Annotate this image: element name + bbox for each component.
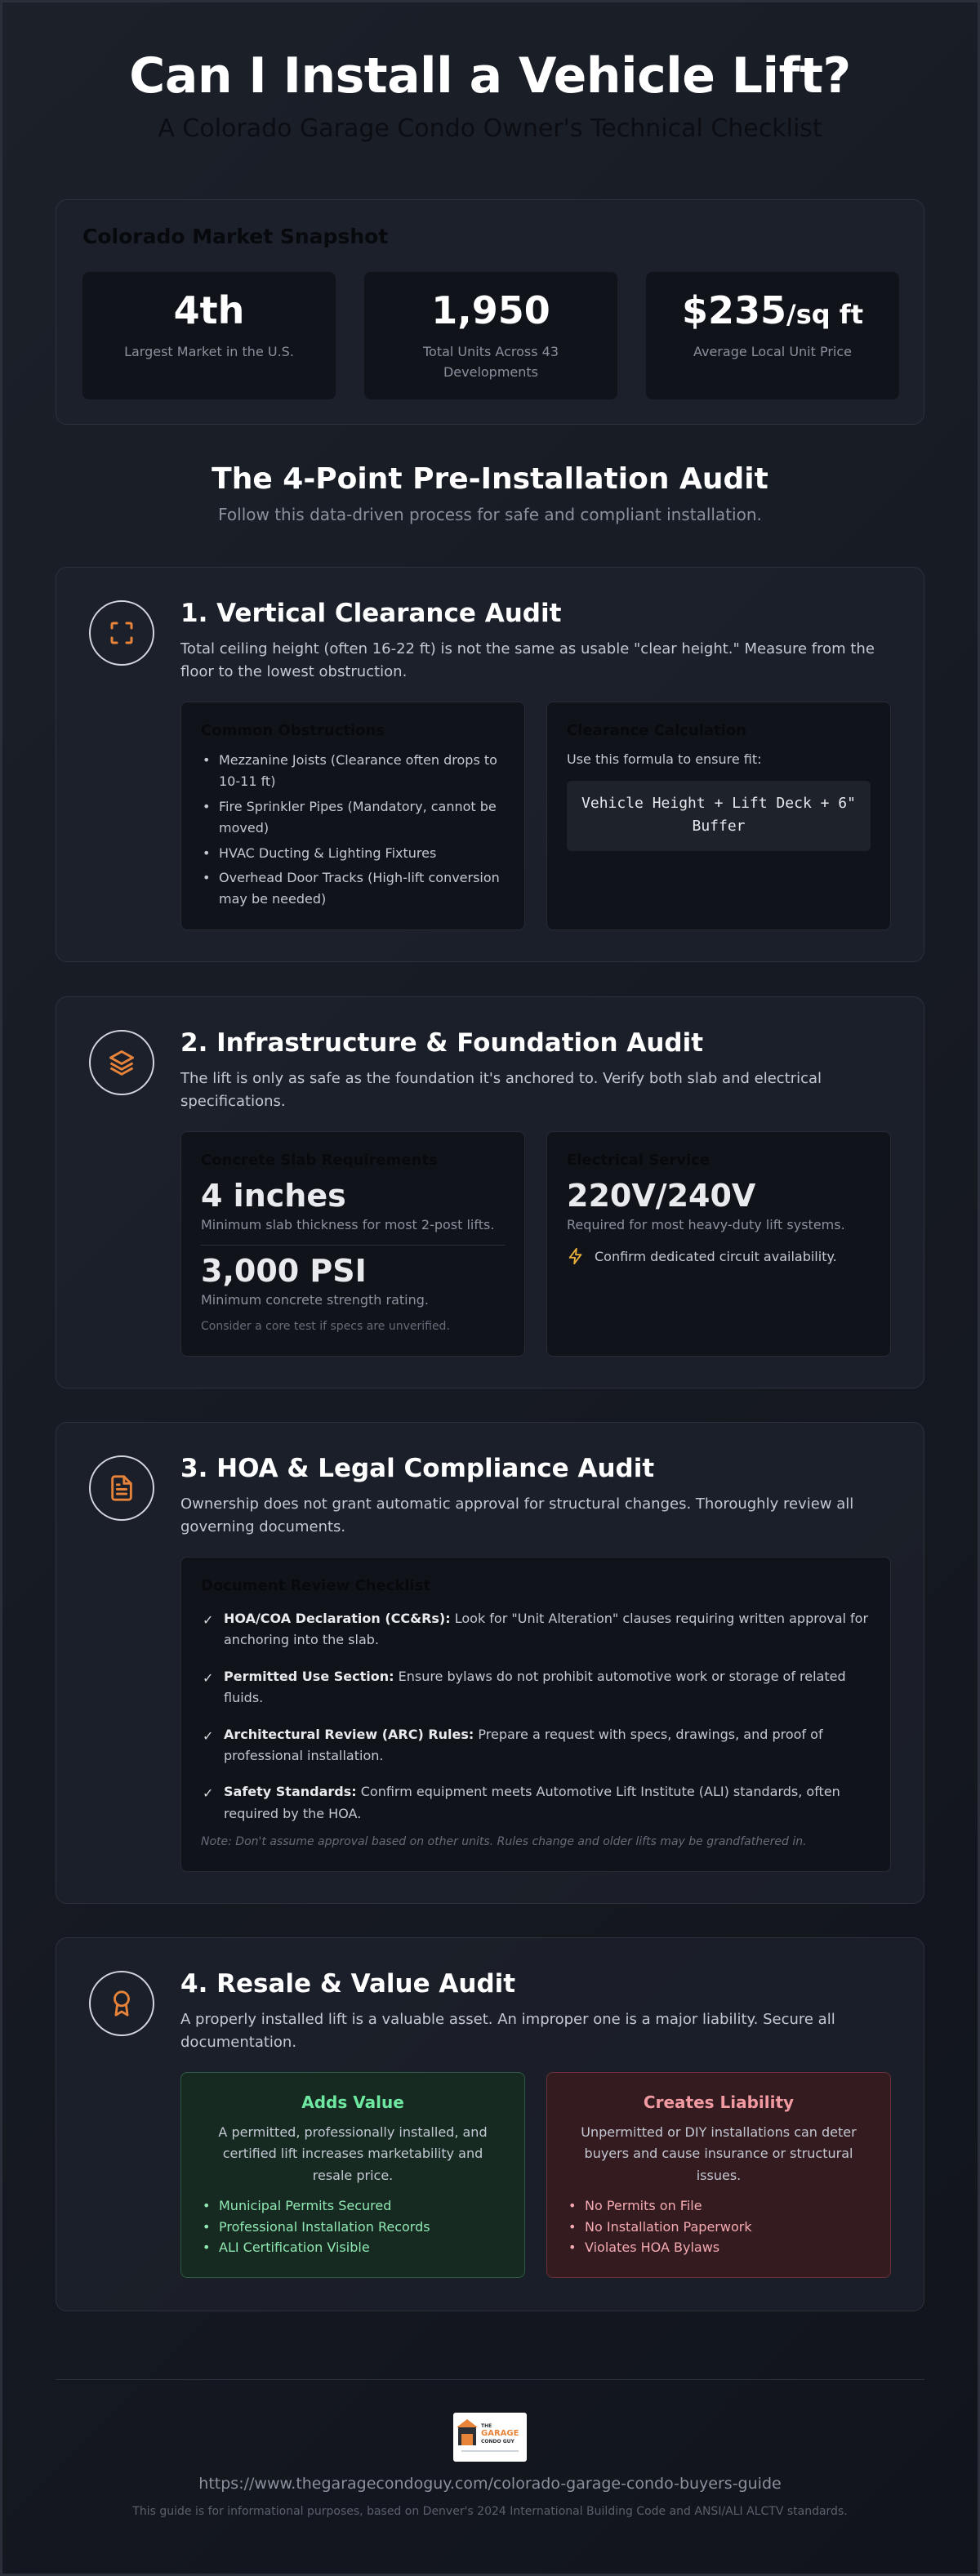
checklist-item: ✓ Permitted Use Section: Ensure bylaws do not prohibit automotive work or storage of related fluids. [203, 1668, 846, 1706]
scan-frame-icon [107, 618, 136, 648]
page-title: Can I Install a Vehicle Lift? [129, 47, 851, 105]
audit-card-resale-value [56, 1937, 924, 2311]
clearance-calculation-panel [546, 702, 891, 930]
list-item: • No Installation Paperwork [567, 2217, 752, 2238]
footer-url-link[interactable]: https://www.thegaragecondoguy.com/colorado-garage-condo-buyers-guide [198, 2475, 782, 2493]
audit-icon-circle [89, 1455, 154, 1521]
audit-card-infrastructure [56, 996, 924, 1388]
core-test-note: Consider a core test if specs are unverified. [201, 1320, 450, 1333]
stat-label: Average Local Unit Price [693, 343, 853, 359]
concrete-strength-label: Minimum concrete strength rating. [201, 1292, 429, 1308]
list-item: • Fire Sprinkler Pipes (Mandatory, cannot be moved) [201, 796, 505, 840]
page-subtitle: A Colorado Garage Condo Owner's Technical Checklist [158, 114, 822, 143]
audit-card-hoa-legal [56, 1422, 924, 1904]
list-item: • No Permits on File [567, 2195, 752, 2217]
check-icon: ✓ [203, 1727, 214, 1744]
check-icon: ✓ [203, 1669, 214, 1686]
obstructions-panel [180, 702, 525, 930]
list-item: • Municipal Permits Secured [201, 2195, 430, 2217]
panel-heading: Creates Liability [643, 2092, 795, 2112]
approval-note: Note: Don't assume approval based on other units. Rules change and older lifts may be grandfathered in. [201, 1835, 807, 1848]
panel-heading: Electrical Service [567, 1152, 710, 1169]
slab-thickness-value: 4 inches [201, 1178, 346, 1214]
adds-value-panel [180, 2072, 525, 2278]
footer-divider [56, 2379, 924, 2380]
garage-condo-guy-logo[interactable] [453, 2413, 527, 2462]
concrete-strength-value: 3,000 PSI [201, 1253, 367, 1289]
audit-description: Total ceiling height (often 16-22 ft) is not the same as usable "clear height." Measure from the floor to the lowest obstruction. [180, 640, 875, 680]
snapshot-title: Colorado Market Snapshot [82, 225, 389, 248]
svg-text:THE: THE [481, 2423, 492, 2429]
voltage-label: Required for most heavy-duty lift systems. [567, 1217, 845, 1232]
panel-heading: Document Review Checklist [201, 1577, 431, 1594]
lightning-bolt-icon [567, 1246, 585, 1266]
audit-description: A properly installed lift is a valuable asset. An improper one is a major liability. Secure all documentation. [180, 2011, 835, 2051]
panel-heading: Clearance Calculation [567, 722, 746, 739]
list-item: • Violates HOA Bylaws [567, 2237, 752, 2258]
audit-section-subtitle: Follow this data-driven process for safe and compliant installation. [218, 505, 762, 524]
checklist-item: ✓ HOA/COA Declaration (CC&Rs): Look for "Unit Alteration" clauses requiring written approval for anchoring into the slab. [203, 1611, 869, 1648]
panel-heading: Common Obstructions [201, 722, 385, 739]
audit-card-clearance [56, 567, 924, 962]
stat-market-rank [82, 272, 336, 399]
audit-icon-circle [89, 1971, 154, 2036]
formula-intro: Use this formula to ensure fit: [567, 751, 762, 767]
layers-icon [107, 1048, 136, 1077]
panel-description: A permitted, professionally installed, and certified lift increases marketability and resale price. [218, 2124, 488, 2183]
audit-title: 1. Vertical Clearance Audit [180, 599, 562, 628]
list-item: • Mezzanine Joists (Clearance often drops to 10-11 ft) [201, 750, 505, 793]
stat-label: Total Units Across 43 Developments [422, 343, 559, 381]
divider [201, 1245, 505, 1246]
concrete-slab-panel [180, 1131, 525, 1357]
electrical-service-panel [546, 1131, 891, 1357]
checklist-item: ✓ Architectural Review (ARC) Rules: Prepare a request with specs, drawings, and proof of professional installation. [203, 1726, 823, 1763]
audit-icon-circle [89, 1030, 154, 1095]
liability-list [567, 2195, 752, 2258]
checklist-item: ✓ Safety Standards: Confirm equipment meets Automotive Lift Institute (ALI) standards, often required by the HOA. [203, 1784, 840, 1821]
panel-description: Unpermitted or DIY installations can deter buyers and cause insurance or structural issues. [581, 2124, 857, 2183]
audit-section-title: The 4-Point Pre-Installation Audit [212, 462, 768, 496]
list-item: • ALI Certification Visible [201, 2237, 430, 2258]
adds-value-list [201, 2195, 430, 2258]
award-ribbon-icon [108, 1989, 136, 2018]
slab-thickness-label: Minimum slab thickness for most 2-post lifts. [201, 1217, 495, 1232]
stat-value: $235/sq ft [681, 288, 864, 332]
clearance-formula: Vehicle Height + Lift Deck + 6" Buffer [567, 781, 871, 851]
audit-icon-circle [89, 600, 154, 666]
audit-description: Ownership does not grant automatic approval for structural changes. Thoroughly review all governing documents. [180, 1495, 854, 1535]
list-item: • HVAC Ducting & Lighting Fixtures [201, 843, 505, 864]
obstructions-list [201, 750, 505, 914]
list-item: • Professional Installation Records [201, 2217, 430, 2238]
panel-heading: Adds Value [301, 2092, 404, 2112]
market-snapshot-card [56, 199, 924, 425]
svg-text:CONDO GUY: CONDO GUY [481, 2439, 514, 2445]
document-checklist [201, 1608, 871, 1839]
stat-value: 1,950 [431, 288, 550, 332]
check-icon: ✓ [203, 1612, 214, 1628]
circuit-check-text: Confirm dedicated circuit availability. [595, 1248, 837, 1264]
stat-total-units [364, 272, 617, 399]
document-icon [108, 1473, 136, 1503]
list-item: • Overhead Door Tracks (High-lift conversion may be needed) [201, 867, 505, 911]
panel-heading: Concrete Slab Requirements [201, 1152, 438, 1169]
audit-title: 2. Infrastructure & Foundation Audit [180, 1028, 704, 1058]
audit-title: 4. Resale & Value Audit [180, 1969, 516, 1999]
audit-title: 3. HOA & Legal Compliance Audit [180, 1454, 655, 1483]
check-icon: ✓ [203, 1785, 214, 1802]
circuit-check-row [567, 1246, 837, 1266]
footer-disclaimer: This guide is for informational purposes, based on Denver's 2024 International Building Code and ANSI/ALI ALCTV standards. [132, 2505, 848, 2518]
svg-text:GARAGE: GARAGE [481, 2429, 519, 2438]
stat-label: Largest Market in the U.S. [124, 343, 294, 359]
stat-value: 4th [173, 288, 245, 332]
document-checklist-panel [180, 1557, 891, 1872]
audit-description: The lift is only as safe as the foundation it's anchored to. Verify both slab and electrical specifications. [180, 1070, 822, 1110]
creates-liability-panel [546, 2072, 891, 2278]
stat-unit-price [646, 272, 899, 399]
voltage-value: 220V/240V [567, 1178, 756, 1214]
